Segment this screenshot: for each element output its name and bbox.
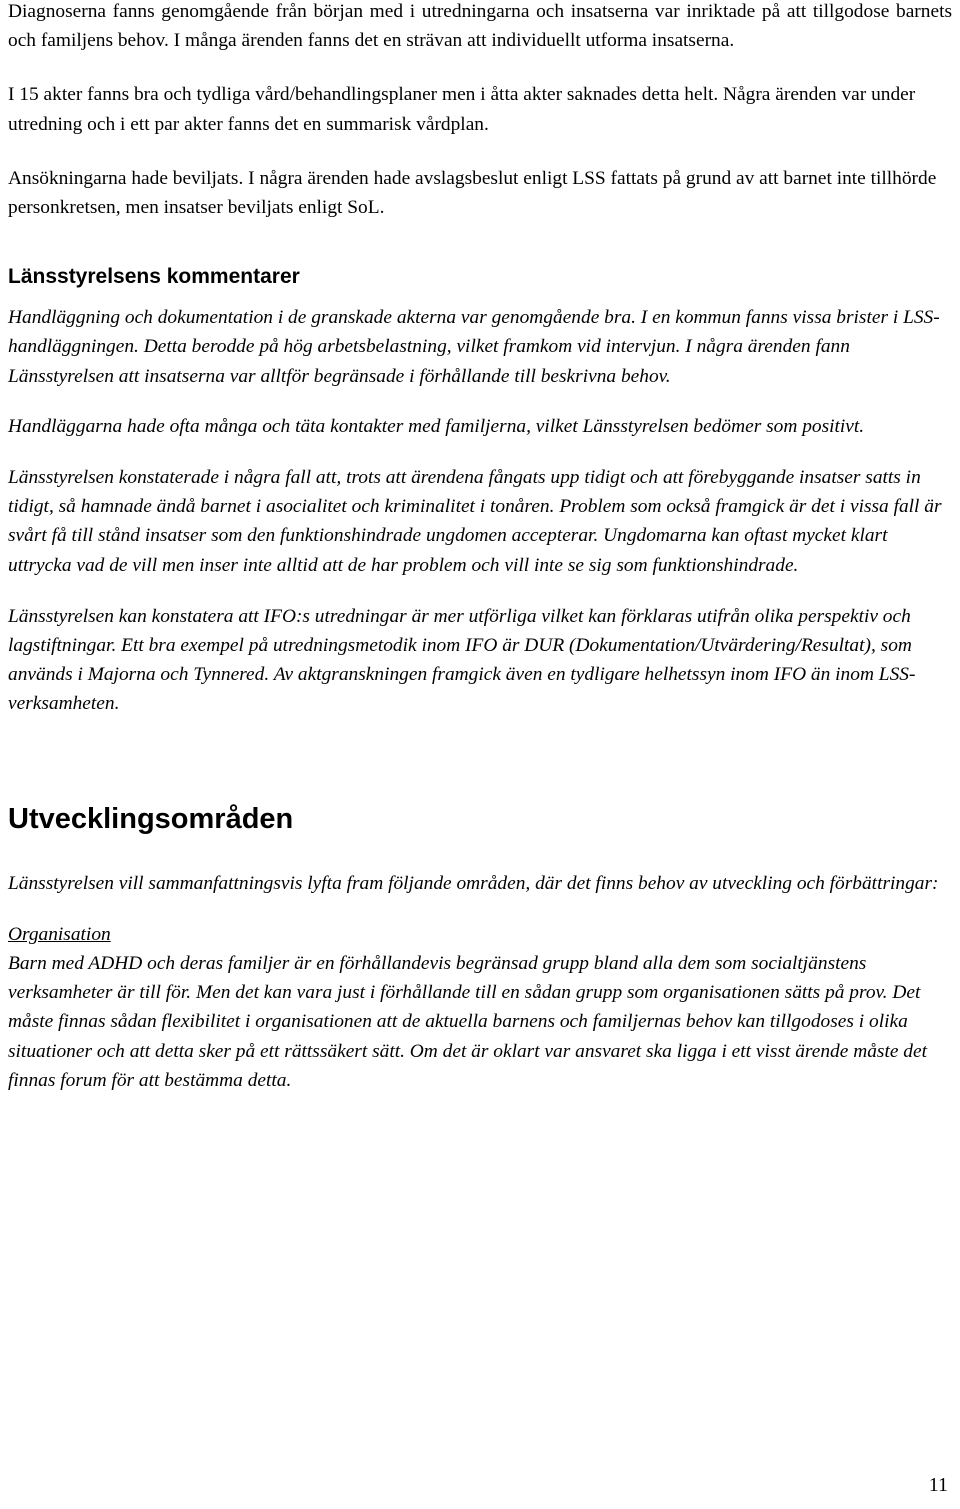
document-page bbox=[8, 0, 952, 1095]
page-number: 11 bbox=[928, 1474, 948, 1496]
paragraph-handling: Handläggning och dokumentation i de granskade akterna var genomgående bra. I en kommun fanns vissa brister i LSS-handläggningen. Detta berodde på hög arbetsbelastning, vilket framkom vid intervjun. I några ärenden fann Länsstyrelsen att insatserna var alltför begränsade i förhållande till beskrivna behov. bbox=[8, 307, 940, 387]
paragraph-organisation: Barn med ADHD och deras familjer är en förhållandevis begränsad grupp bland alla dem som socialtjänstens verksamheter är till för. Men det kan vara just i förhållande till en sådan grupp som organisationen sätts på prov. Det måste finnas sådan flexibilitet i organisationen att de aktuella barnens och familjernas behov kan tillgodoses i olika situationer och att detta sker på ett rättssäkert sätt. Om det är oklart var ansvaret ska ligga i ett visst ärende måste det finnas forum för att bestämma detta. bbox=[8, 953, 927, 1091]
paragraph-ifo-investigations: Länsstyrelsen kan konstatera att IFO:s utredningar är mer utförliga vilket kan förklaras utifrån olika perspektiv och lagstiftningar. Ett bra exempel på utredningsmetodik inom IFO är DUR (Dokumentation/Utvärdering/Resultat), som används i Majorna och Tynnered. Av aktgranskningen framgick även en tydligare helhetssyn inom IFO än inom LSS-verksamheten. bbox=[8, 605, 916, 715]
section-heading-development: Utvecklingsområden bbox=[8, 802, 294, 835]
paragraph-development-intro: Länsstyrelsen vill sammanfattningsvis lyfta fram följande områden, där det finns behov av utveckling och förbättringar: bbox=[8, 872, 939, 894]
paragraph-care-plans: I 15 akter fanns bra och tydliga vård/behandlingsplaner men i åtta akter saknades detta helt. Några ärenden var under utredning och i ett par akter fanns det en summarisk vårdplan. bbox=[8, 84, 916, 135]
paragraph-diagnoses: Diagnoserna fanns genomgående från början med i utredningarna och insatserna var inriktade på att tillgodose barnets och familjens behov. I många ärenden fanns det en strävan att individuellt utforma insatserna. bbox=[8, 1, 952, 52]
paragraph-early-interventions: Länsstyrelsen konstaterade i några fall att, trots att ärendena fångats upp tidigt och att förebyggande insatser satts in tidigt, så hamnade ändå barnet i asocialitet och kriminalitet i tonåren. Problem som också framgick är det i vissa fall är svårt få till stånd insatser som den funktionshindrade ungdomen accepterar. Ungdomarna kan oftast mycket klart uttrycka vad de vill men inser inte alltid att de har problem och vill inte se sig som funktionshindrade. bbox=[8, 467, 942, 576]
subheading-organisation: Organisation bbox=[8, 923, 111, 945]
paragraph-contacts: Handläggarna hade ofta många och täta kontakter med familjerna, vilket Länsstyrelsen bedömer som positivt. bbox=[8, 415, 865, 437]
paragraph-applications: Ansökningarna hade beviljats. I några ärenden hade avslagsbeslut enligt LSS fattats på grund av att barnet inte tillhörde personkretsen, men insatser beviljats enligt SoL. bbox=[8, 167, 937, 219]
section-heading-comments: Länsstyrelsens kommentarer bbox=[8, 265, 300, 289]
